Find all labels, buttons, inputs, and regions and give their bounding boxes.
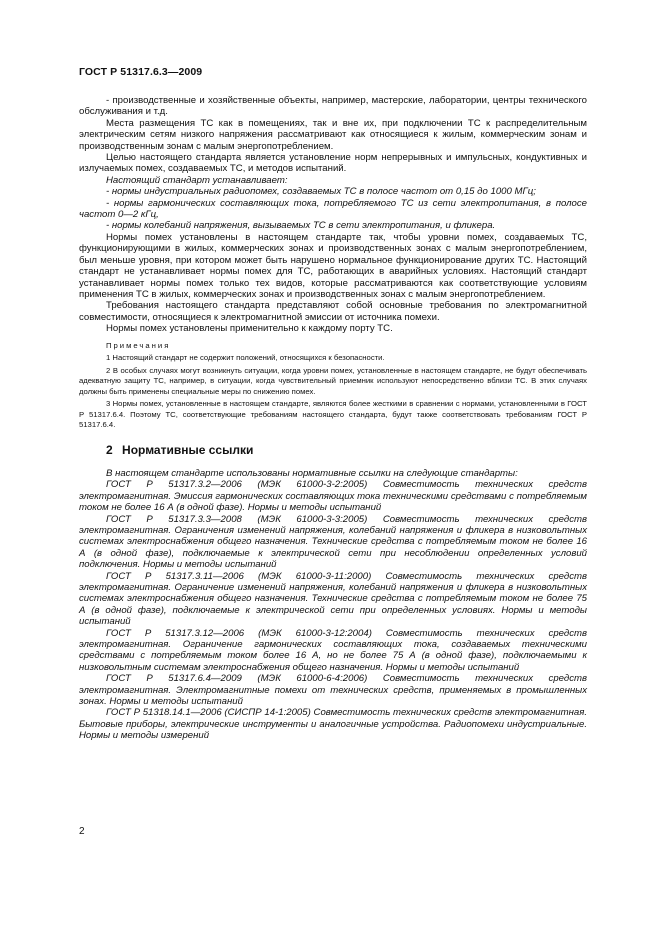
note-3: 3 Нормы помех, установленные в настоящем стандарте, являются более жесткими в сравнении с нормами, установленными в ГОСТ Р 51317.6.4. Поэтому ТС, соответствующие требованиям настоящего стандарта, будут также соответствовать требованиям ГОСТ Р 51317.6.4.	[79, 399, 587, 430]
paragraph-limits: Нормы помех установлены в настоящем стандарте так, чтобы уровни помех, создаваемых ТС, функционирующими в жилых, коммерческих зонах и производственных зонах с малым энергопотреблением, был меньше уровня, при котором может быть нарушено нормальное функционирование других ТС. Настоящий стандарт не устанавливает нормы помех для ТС, работающих в аварийных условиях. Настоящий стандарт устанавливает нормы помех только тех видов, которые рассматриваются как соответствующие условиям применения ТС в жилых, коммерческих зонах и производственных зонах с малым энергопотреблением.	[79, 231, 587, 300]
section-number: 2	[106, 442, 113, 457]
reference-item: ГОСТ Р 51317.3.2—2006 (МЭК 61000-3-2:2005) Совместимость технических средств электромагнитная. Эмиссия гармонических составляющих тока техническими средствами с потребляемым током не более 16 А (в одной фазе). Нормы и методы испытаний	[79, 479, 587, 514]
paragraph-requirements: Требования настоящего стандарта представляют собой основные требования по электромагнитной совместимости, относящиеся к электромагнитной эмиссии от источника помехи.	[79, 300, 587, 323]
list-item-radio-noise: - нормы индустриальных радиопомех, создаваемых ТС в полосе частот от 0,15 до 1000 МГц;	[106, 186, 536, 198]
paragraph-industrial-objects: - производственные и хозяйственные объекты, например, мастерские, лаборатории, центры технического обслуживания и т.д.	[79, 95, 587, 118]
reference-item: ГОСТ Р 51317.3.11—2006 (МЭК 61000-3-11:2000) Совместимость технических средств электромагнитная. Ограничение изменений напряжения, колебаний напряжения и фликера в низковольтных системах электроснабжения общего назначения. Технические средства с потребляемым током не более 75 А (в одной фазе), подключаемые к электрической сети при определенных условиях. Нормы и методы испытаний	[79, 570, 587, 628]
list-item-harmonics: - нормы гармонических составляющих тока, потребляемого ТС из сети электропитания, в полосе частот 0—2 кГц,	[79, 197, 587, 221]
reference-item: ГОСТ Р 51317.6.4—2009 (МЭК 61000-6-4:2006) Совместимость технических средств электромагнитная. Электромагнитные помехи от технических средств, применяемых в промышленных зонах. Нормы и методы испытаний	[79, 673, 587, 708]
reference-item: ГОСТ Р 51318.14.1—2006 (СИСПР 14-1:2005) Совместимость технических средств электромагнитная. Бытовые приборы, электрические инструменты и аналогичные устройства. Радиопомехи индустриальные. Нормы и методы измерений	[79, 707, 587, 742]
section-title: Нормативные ссылки	[122, 442, 254, 457]
paragraph-placement: Места размещения ТС как в помещениях, так и вне их, при подключении ТС к распределительным электрическим сетям низкого напряжения рассматривают как относящиеся к жилым, коммерческим зонам и производственным зонам с малым энергопотреблением.	[79, 117, 587, 152]
paragraph-establishes: Настоящий стандарт устанавливает:	[106, 174, 288, 186]
reference-item: ГОСТ Р 51317.3.3—2008 (МЭК 61000-3-3:2005) Совместимость технических средств электромагнитная. Ограничения изменений напряжения, колебаний напряжения и фликера в низковольтных системах электроснабжения общего назначения. Технические средства с потребляемым током не более 16 А (в одной фазе), подключаемые к электрической сети при несоблюдении определенных условий подключения. Нормы и методы испытаний	[79, 513, 587, 571]
paragraph-per-port: Нормы помех установлены применительно к каждому порту ТС.	[106, 323, 393, 335]
references-lead: В настоящем стандарте использованы нормативные ссылки на следующие стандарты:	[106, 467, 518, 479]
document-header-id: ГОСТ Р 51317.6.3—2009	[79, 66, 203, 78]
notes-title: Примечания	[106, 340, 171, 350]
page-body	[79, 95, 587, 742]
paragraph-purpose: Целью настоящего стандарта является установление норм непрерывных и импульсных, кондуктивных и излучаемых помех, создаваемых ТС, и методов испытаний.	[79, 152, 587, 175]
section-heading	[106, 442, 587, 457]
page-number: 2	[79, 826, 85, 837]
list-item-flicker: - нормы колебаний напряжения, вызываемых ТС в сети электропитания, и фликера.	[106, 220, 496, 232]
notes-block	[79, 341, 587, 431]
note-2: 2 В особых случаях могут возникнуть ситуации, когда уровни помех, установленные в настоящем стандарте, не будут обеспечивать адекватную защиту ТС, например, в ситуации, когда чувствительный приемник используют непосредственно вблизи ТС. В этих случаях должны быть применены специальные меры по снижению помех.	[79, 365, 587, 396]
reference-item: ГОСТ Р 51317.3.12—2006 (МЭК 61000-3-12:2004) Совместимость технических средств электромагнитная. Ограничение гармонических составляющих тока, создаваемых техническими средствами с потребляемым током более 16 А, но не более 75 А (в одной фазе), подключаемыми к низковольтным системам электроснабжения общего назначения. Нормы и методы испытаний	[79, 627, 587, 673]
note-1: 1 Настоящий стандарт не содержит положений, относящихся к безопасности.	[106, 353, 385, 363]
references-list	[79, 468, 587, 742]
